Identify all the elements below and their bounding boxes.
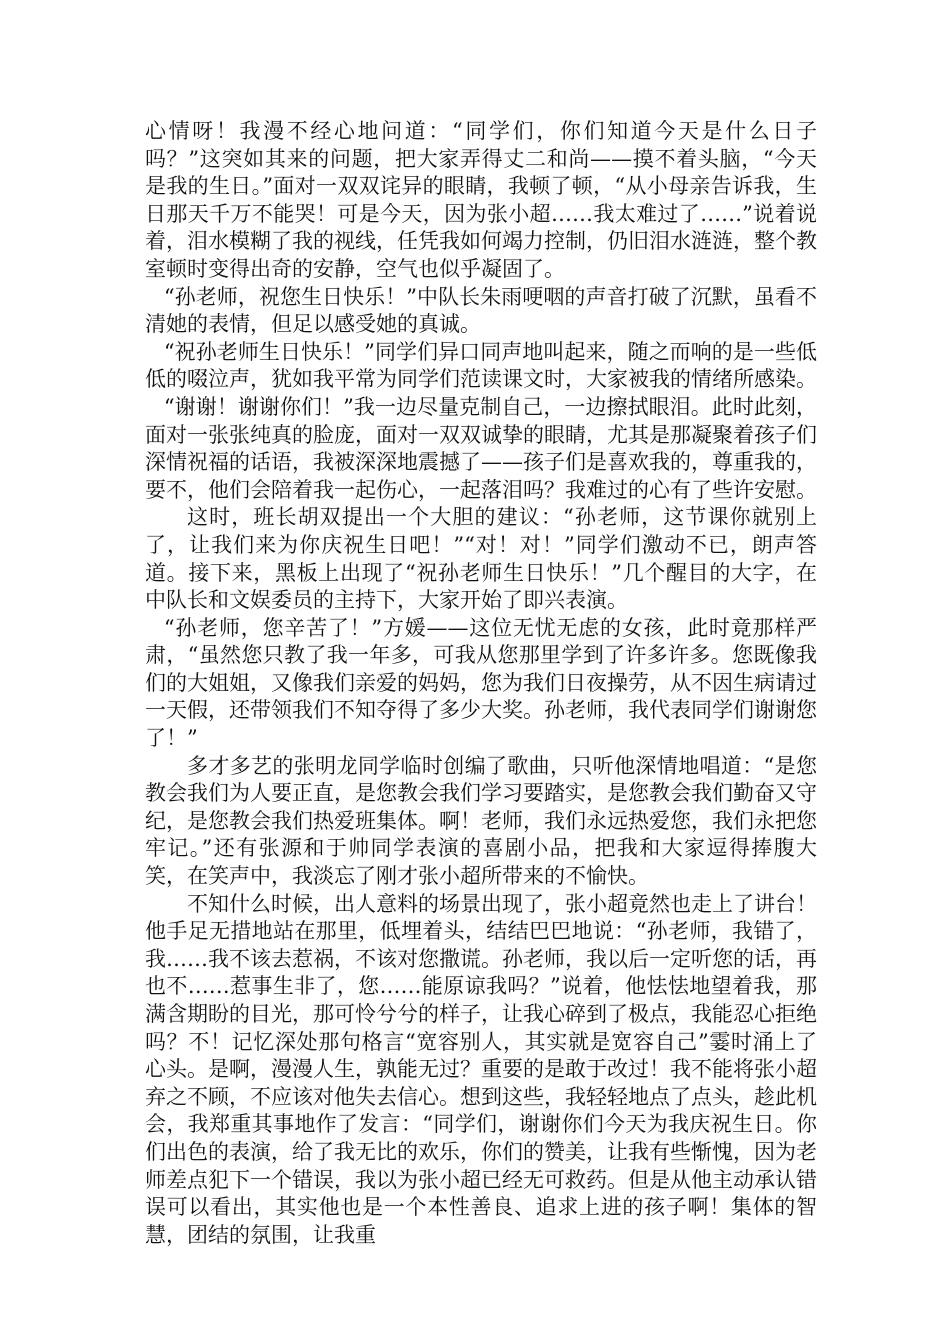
paragraph-5: 这时，班长胡双提出一个大胆的建议：“孙老师，这节课你就别上了，让我们来为你庆祝生日吧！”“对！对！”同学们激动不已，朗声答道。接下来，黑板上出现了“祝孙老师生日快乐！”几个醒目的大字，在中队长和文娱委员的主持下，大家开始了即兴表演。: [145, 505, 817, 613]
paragraph-6: “孙老师，您辛苦了！”方媛——这位无忧无虑的女孩，此时竟那样严肃，“虽然您只教了我一年多，可我从您那里学到了许多许多。您既像我们的大姐姐，又像我们亲爱的妈妈，您为我们日夜操劳，从不因生病请过一天假，还带领我们不知夺得了多少大奖。孙老师，我代表同学们谢谢您了！”: [145, 615, 817, 751]
paragraph-4: “谢谢！谢谢你们！”我一边尽量克制自己，一边擦拭眼泪。此时此刻，面对一张张纯真的脸庞，面对一双双诚挚的眼睛，尤其是那凝聚着孩子们深情祝福的话语，我被深深地震撼了——孩子们是喜欢我的，尊重我的，要不，他们会陪着我一起伤心，一起落泪吗？我难过的心有了些许安慰。: [145, 394, 817, 502]
paragraph-8: 不知什么时候，出人意料的场景出现了，张小超竟然也走上了讲台！他手足无措地站在那里，低埋着头，结结巴巴地说：“孙老师，我错了，我……我不该去惹祸，不该对您撒谎。孙老师，我以后一定听您的话，再也不……惹事生非了，您……能原谅我吗？”说着，他怯怯地望着我，那满含期盼的目光，那可怜兮兮的样子，让我心碎到了极点，我能忍心拒绝吗？不！记忆深处那句格言“宽容别人，其实就是宽容自己”霎时涌上了心头。是啊，漫漫人生，孰能无过？重要的是敢于改过！我不能将张小超弃之不顾，不应该对他失去信心。想到这些，我轻轻地点了点头，趁此机会，我郑重其事地作了发言：“同学们，谢谢你们今天为我庆祝生日。你们出色的表演，给了我无比的欢乐，你们的赞美，让我有些惭愧，因为老师差点犯下一个错误，我以为张小超已经无可救药。但是从他主动承认错误可以看出，其实他也是一个本性善良、追求上进的孩子啊！集体的智慧，团结的氛围，让我重: [145, 891, 817, 1247]
paragraph-7: 多才多艺的张明龙同学临时创编了歌曲，只听他深情地唱道：“是您教会我们为人要正直，是您教会我们学习要踏实，是您教会我们勤奋又守纪，是您教会我们热爱班集体。啊！老师，我们永远热爱您，我们永把您牢记。”还有张源和于帅同学表演的喜剧小品，把我和大家逗得捧腹大笑，在笑声中，我淡忘了刚才张小超所带来的不愉快。: [145, 753, 817, 889]
paragraph-2: “孙老师，祝您生日快乐！”中队长朱雨哽咽的声音打破了沉默，虽看不清她的表情，但足以感受她的真诚。: [145, 284, 817, 337]
paragraph-3: “祝孙老师生日快乐！”同学们异口同声地叫起来，随之而响的是一些低低的啜泣声，犹如我平常为同学们范读课文时，大家被我的情绪所感染。: [145, 339, 817, 392]
document-page: [145, 118, 817, 1249]
paragraph-1: 心情呀！我漫不经心地问道：“同学们，你们知道今天是什么日子吗？”这突如其来的问题，把大家弄得丈二和尚——摸不着头脑，“今天是我的生日。”面对一双双诧异的眼睛，我顿了顿，“从小母亲告诉我，生日那天千万不能哭！可是今天，因为张小超……我太难过了……”说着说着，泪水模糊了我的视线，任凭我如何竭力控制，仍旧泪水涟涟，整个教室顿时变得出奇的安静，空气也似乎凝固了。: [145, 119, 817, 281]
